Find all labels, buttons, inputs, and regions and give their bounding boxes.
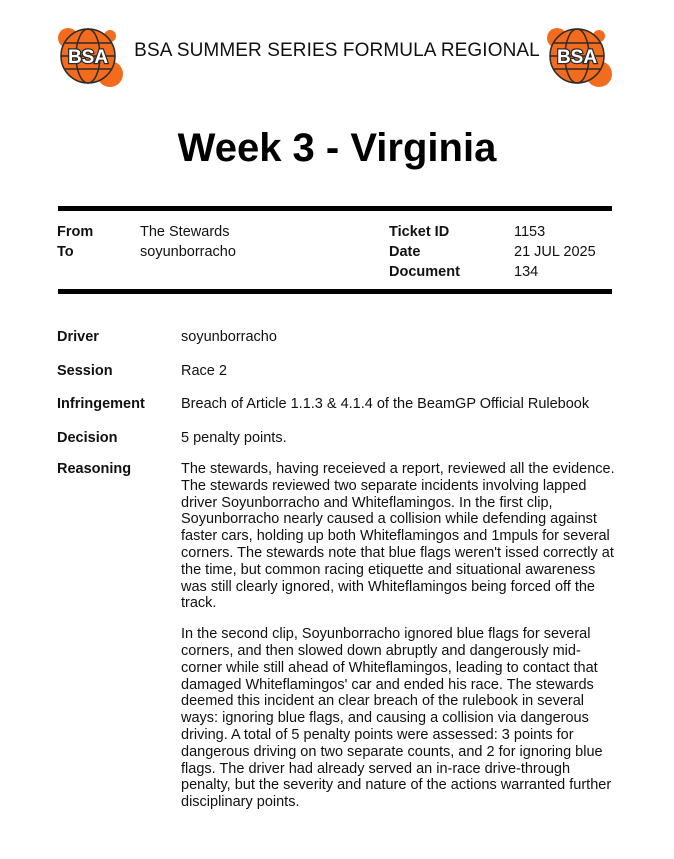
driver-value: soyunborracho [181,329,277,345]
session-value: Race 2 [181,363,227,379]
header-divider-top [58,206,612,211]
header-divider-bottom [58,289,612,294]
decision-value: 5 penalty points. [181,430,287,446]
infringement-value: Breach of Article 1.1.3 & 4.1.4 of the BeamGP Official Rulebook [181,396,590,412]
session-label: Session [57,363,113,379]
meta-right-labels [389,222,460,282]
reasoning-paragraph-2: In the second clip, Soyunborracho ignored blue flags for several corners, and then slowed down abruptly and dangerously mid-corner while still ahead of Whiteflamingos, leading to contact that damaged Whiteflamingos' car and ended his race. The stewards deemed this incident an clear breach of the rulebook in several ways: ignoring blue flags, and causing a collision via dangerous driving. A total of 5 penalty points were assessed: 3 points for dangerous driving on two separate counts, and 2 for ignoring blue flags. The driver had already served an in-race drive-through penalty, but the severity and nature of the actions warranted further disciplinary points. [181,626,612,811]
date-value: 21 JUL 2025 [514,244,596,260]
meta-left-values [140,222,236,262]
to-value: soyunborracho [140,244,236,260]
document-label: Document [389,264,460,280]
series-title: BSA SUMMER SERIES FORMULA REGIONAL [134,40,540,61]
ticket-id-label: Ticket ID [389,224,450,240]
to-label: To [57,244,74,260]
from-value: The Stewards [140,224,230,240]
document-value: 134 [514,264,539,280]
page-title: Week 3 - Virginia [177,126,497,170]
from-label: From [57,224,94,240]
meta-left-labels [57,222,93,262]
svg-text:BSA: BSA [556,47,598,68]
decision-label: Decision [57,430,118,446]
reasoning-label: Reasoning [57,461,132,477]
infringement-label: Infringement [57,396,145,412]
meta-right-values [514,222,596,282]
reasoning-text [181,461,615,825]
svg-text:BSA: BSA [67,47,109,68]
date-label: Date [389,244,421,260]
reasoning-paragraph-1: The stewards, having receieved a report, reviewed all the evidence. The stewards reviewed two separate incidents involving lapped driver Soyunborracho and Whiteflamingos. In the first clip, Soyunborracho nearly caused a collision while defending against faster cars, holding up both Whiteflamingos and 1mpuls for several corners. The stewards note that blue flags weren't issed correctly at the time, but common racing etiquette and situational awareness was still clearly ignored, with Whiteflamingos being forced off the track. [181,461,615,612]
ticket-id-value: 1153 [514,224,546,240]
driver-label: Driver [57,329,99,345]
